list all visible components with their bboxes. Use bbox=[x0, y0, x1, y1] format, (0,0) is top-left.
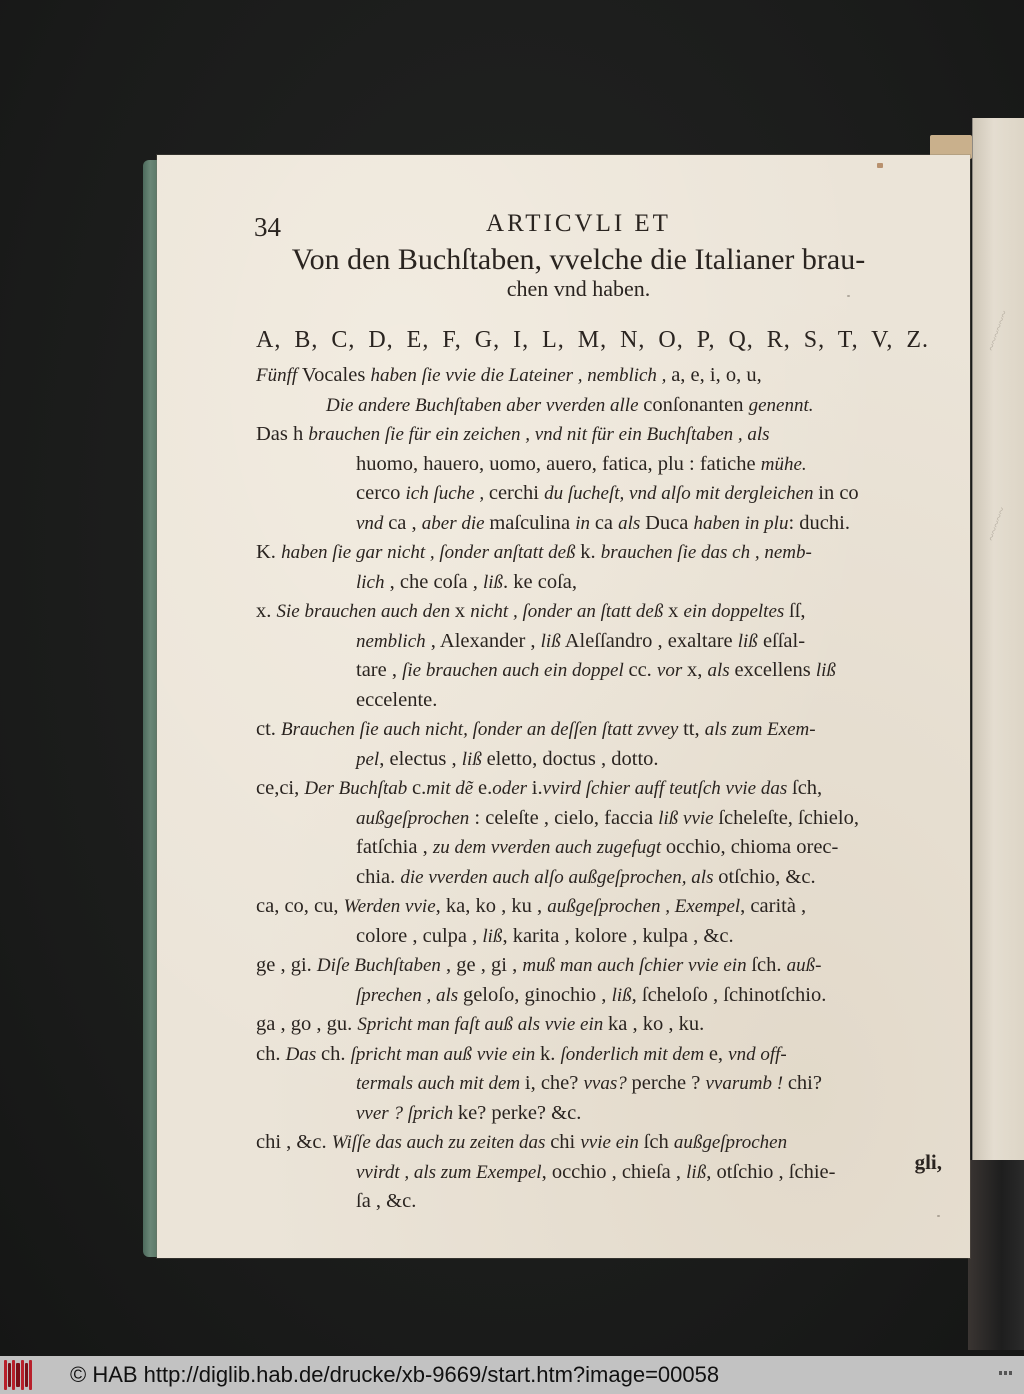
entry-label: Das bbox=[256, 423, 294, 445]
text-line bbox=[306, 450, 936, 480]
text-line bbox=[256, 1043, 787, 1065]
italic-text: brauchen ſie das ch , nemb- bbox=[600, 542, 812, 563]
roman-text: huomo, hauero, uomo, auero, fatica, plu : fatiche bbox=[356, 452, 761, 475]
roman-text: chi bbox=[550, 1131, 581, 1153]
entry-label: chi , &c. bbox=[256, 1131, 332, 1153]
italic-text: genennt. bbox=[748, 394, 814, 416]
roman-text: c. bbox=[412, 777, 427, 799]
text-entry bbox=[256, 1128, 936, 1217]
italic-text: außgeſprochen bbox=[356, 807, 470, 829]
paper-speck bbox=[937, 1215, 940, 1217]
paper-stain bbox=[877, 163, 883, 168]
body-text bbox=[256, 361, 936, 1217]
italic-text: liß bbox=[686, 1161, 707, 1183]
text-line bbox=[306, 627, 936, 657]
text-line bbox=[306, 981, 936, 1011]
entry-label: ge , gi. bbox=[256, 954, 317, 976]
roman-text: ch. bbox=[320, 1042, 351, 1065]
roman-text: i, che? bbox=[524, 1072, 584, 1094]
roman-text: perche ? bbox=[631, 1072, 706, 1094]
roman-text: , ka, ko , ku , bbox=[435, 895, 548, 917]
text-line bbox=[306, 804, 936, 834]
text-line bbox=[306, 833, 936, 863]
roman-text: , occhio , chieſa , bbox=[541, 1160, 687, 1183]
text-line bbox=[256, 600, 806, 622]
text-line bbox=[306, 479, 936, 509]
text-line bbox=[256, 391, 936, 421]
roman-text: maſculina bbox=[489, 511, 576, 534]
italic-text: Diſe Buchſtaben bbox=[316, 955, 441, 976]
italic-text: vvas? bbox=[583, 1073, 632, 1094]
roman-text: Vocales bbox=[301, 364, 371, 386]
roman-text: . ke coſa, bbox=[503, 570, 578, 593]
text-line bbox=[306, 863, 936, 893]
faint-handwriting: ~~~~~ bbox=[983, 504, 1010, 544]
italic-text: die vverden auch alſo außgeſprochen, als bbox=[400, 866, 719, 888]
italic-text: nemblich bbox=[356, 630, 426, 652]
chapter-title-line-2: chen vnd haben. bbox=[506, 276, 651, 301]
italic-text: außgeſprochen bbox=[673, 1132, 788, 1153]
roman-text: otſchio, &c. bbox=[718, 865, 816, 888]
text-entry bbox=[256, 597, 936, 715]
text-entry bbox=[256, 361, 936, 420]
text-line bbox=[306, 1099, 936, 1129]
roman-text: , karita , kolore , kulpa , &c. bbox=[502, 924, 734, 947]
roman-text: h bbox=[293, 423, 309, 445]
text-line bbox=[306, 509, 936, 539]
italic-text: Der Buchſtab bbox=[304, 778, 413, 799]
book-page bbox=[157, 155, 970, 1258]
text-line bbox=[256, 541, 812, 563]
italic-text: liß bbox=[737, 630, 758, 652]
footer-bar bbox=[0, 1356, 1024, 1394]
roman-text: , otſchio , ſchie- bbox=[706, 1160, 836, 1183]
entry-label: ce,ci, bbox=[256, 777, 305, 799]
italic-text: vvirdt , als zum Exempel bbox=[356, 1161, 542, 1183]
italic-text: liß bbox=[482, 571, 504, 593]
roman-text: ſch, bbox=[792, 777, 823, 799]
text-line bbox=[306, 1187, 936, 1217]
roman-text: , Alexander , bbox=[425, 629, 541, 652]
entry-label: ct. bbox=[256, 718, 282, 740]
italic-text: außgeſprochen , Exempel bbox=[547, 896, 741, 917]
italic-text: als bbox=[707, 660, 735, 681]
italic-text: zu dem vverden auch zugefugt bbox=[432, 837, 666, 858]
italic-text: aber die bbox=[421, 512, 490, 534]
roman-text: x bbox=[454, 600, 471, 622]
text-entry bbox=[256, 1010, 936, 1040]
italic-text: liß bbox=[482, 925, 503, 947]
text-line bbox=[306, 745, 936, 775]
roman-text: geloſo, ginochio , bbox=[462, 983, 612, 1006]
roman-text: tt, bbox=[683, 718, 705, 740]
italic-text: Die andere Buchſtaben aber vverden alle bbox=[326, 394, 644, 416]
roman-text: ca bbox=[594, 511, 619, 534]
italic-text: ich ſuche , bbox=[405, 483, 489, 504]
roman-text: ſch. bbox=[751, 954, 787, 976]
italic-text: als bbox=[618, 512, 646, 534]
faint-handwriting: ~~~~~~ bbox=[983, 308, 1012, 354]
text-entry bbox=[256, 774, 936, 892]
roman-text: x, bbox=[687, 659, 708, 681]
italic-text: liß vvie bbox=[658, 807, 719, 829]
italic-text: vvird ſchier auff teutſch vvie das bbox=[542, 778, 793, 799]
italic-text: muß man auch ſchier vvie ein bbox=[522, 955, 752, 976]
roman-text: chia. bbox=[356, 865, 401, 888]
roman-text: : celeſte , cielo, faccia bbox=[469, 806, 659, 829]
roman-text: occhio, chioma orec- bbox=[665, 836, 839, 858]
italic-text: Werden vvie bbox=[343, 896, 436, 917]
roman-text: fatſchia , bbox=[356, 836, 433, 858]
catchword: gli, bbox=[914, 1150, 942, 1174]
italic-text: Sie brauchen auch den bbox=[276, 601, 455, 622]
italic-text: mühe. bbox=[760, 453, 807, 475]
italic-text: brauchen ſie für ein zeichen , vnd nit für ein Buchſtaben , als bbox=[308, 424, 770, 445]
text-line bbox=[256, 954, 821, 976]
roman-text: ſch bbox=[643, 1131, 674, 1153]
text-entry bbox=[256, 892, 936, 951]
roman-text: i. bbox=[531, 777, 543, 799]
text-line bbox=[256, 777, 822, 799]
entry-label: ga , go , gu. bbox=[256, 1013, 358, 1035]
roman-text: x bbox=[668, 600, 684, 622]
copyright-url[interactable]: © HAB http://diglib.hab.de/drucke/xb-9669/start.htm?image=00058 bbox=[70, 1362, 720, 1387]
entry-label: K. bbox=[256, 541, 282, 563]
italic-text: Brauchen ſie auch nicht, ſonder an deſſen ſtatt zvvey bbox=[281, 719, 684, 740]
roman-text: Duca bbox=[645, 511, 694, 534]
chapter-title-line-1: Von den Buchſtaben, vvelche die Italianer brau- bbox=[291, 243, 866, 276]
entry-label: ch. bbox=[256, 1042, 286, 1065]
italic-text: liß bbox=[815, 660, 836, 681]
roman-text: ſſ, bbox=[789, 600, 806, 622]
text-line bbox=[306, 1069, 936, 1099]
italic-text: ſpricht man auß vvie ein bbox=[350, 1043, 541, 1065]
roman-text: e. bbox=[477, 777, 493, 799]
text-entry bbox=[256, 951, 936, 1010]
roman-text: cerco bbox=[356, 482, 406, 504]
text-entry bbox=[256, 420, 936, 538]
roman-text: colore , culpa , bbox=[356, 924, 483, 947]
text-line bbox=[256, 364, 762, 386]
roman-text: ca , bbox=[388, 511, 422, 534]
roman-text: ſa , &c. bbox=[356, 1190, 417, 1212]
roman-text: excellens bbox=[734, 659, 816, 681]
text-line bbox=[306, 656, 936, 686]
dots-icon[interactable] bbox=[999, 1371, 1012, 1375]
text-line bbox=[256, 718, 816, 740]
italic-text: oder bbox=[492, 778, 532, 799]
italic-text: ſie brauchen auch ein doppel bbox=[402, 660, 629, 681]
roman-text: k. bbox=[580, 541, 601, 563]
italic-text: termals auch mit dem bbox=[356, 1073, 525, 1094]
text-line bbox=[256, 423, 770, 445]
italic-text: liß bbox=[461, 748, 487, 770]
italic-text: vnd off- bbox=[728, 1043, 787, 1065]
text-entry bbox=[256, 1040, 936, 1129]
entry-label: x. bbox=[256, 600, 277, 622]
italic-text: haben ſie vvie die Lateiner , nemblich , bbox=[370, 365, 672, 386]
italic-text: vvarumb ! bbox=[705, 1073, 788, 1094]
text-line bbox=[306, 922, 936, 952]
adjacent-page-shadow bbox=[968, 1160, 1024, 1350]
roman-text: a, e, i, o, u, bbox=[671, 364, 762, 386]
text-line bbox=[306, 686, 936, 716]
adjacent-page-strip bbox=[972, 118, 1024, 1168]
italic-text: Spricht man faſt auß als vvie ein bbox=[357, 1014, 609, 1035]
page-number: 34 bbox=[254, 212, 281, 242]
italic-text: in bbox=[575, 512, 595, 534]
text-line bbox=[306, 568, 936, 598]
roman-text: chi? bbox=[787, 1072, 822, 1094]
italic-text: lich bbox=[356, 571, 385, 593]
roman-text: Aleſſandro , exaltare bbox=[560, 629, 738, 652]
italic-text: vnd bbox=[356, 512, 389, 534]
italic-text: haben in plu bbox=[693, 512, 789, 534]
roman-text: e, bbox=[708, 1042, 729, 1065]
italic-text: Wiſſe das auch zu zeiten das bbox=[331, 1132, 551, 1153]
italic-text: haben ſie gar nicht , ſonder anſtatt deß bbox=[281, 542, 581, 563]
italic-text: nicht , ſonder an ſtatt deß bbox=[470, 601, 669, 622]
roman-text: conſonanten bbox=[643, 393, 749, 416]
italic-text: Fünff bbox=[256, 365, 302, 386]
text-entry bbox=[256, 715, 936, 774]
roman-text: ke? perke? &c. bbox=[457, 1101, 582, 1124]
italic-text: ſprechen , als bbox=[356, 984, 463, 1006]
roman-text: : duchi. bbox=[788, 511, 850, 534]
italic-text: vor bbox=[656, 660, 687, 681]
italic-text: liß bbox=[611, 984, 632, 1006]
text-entry bbox=[256, 538, 936, 597]
italic-text: du ſucheſt, vnd alſo mit dergleichen bbox=[544, 483, 819, 504]
entry-label: ca, co, cu, bbox=[256, 895, 344, 917]
roman-text: cc. bbox=[628, 659, 657, 681]
running-head: ARTICVLI ET bbox=[486, 210, 671, 237]
italic-text: auß- bbox=[786, 955, 822, 976]
text-line bbox=[256, 895, 806, 917]
text-line bbox=[306, 1158, 936, 1188]
roman-text: eccelente. bbox=[356, 688, 438, 711]
roman-text: k. bbox=[540, 1042, 561, 1065]
italic-text: ſonderlich mit dem bbox=[560, 1043, 709, 1065]
roman-text: , ge , gi , bbox=[440, 954, 523, 976]
roman-text: ſcheleſte, ſchielo, bbox=[718, 806, 859, 829]
italic-text: mit dẽ bbox=[426, 778, 478, 799]
roman-text: tare , bbox=[356, 659, 403, 681]
roman-text: cerchi bbox=[488, 482, 545, 504]
italic-text: vver ? ſprich bbox=[356, 1102, 458, 1124]
italic-text: als zum Exem- bbox=[704, 719, 816, 740]
italic-text: pel bbox=[356, 748, 380, 770]
hab-logo-icon bbox=[4, 1360, 32, 1390]
roman-text: , carità , bbox=[740, 895, 807, 917]
alphabet-list: A, B, C, D, E, F, G, I, L, M, N, O, P, Q, R, S, T, V, Z. bbox=[256, 327, 930, 353]
roman-text: , ſcheloſo , ſchinotſchio. bbox=[631, 983, 827, 1006]
italic-text: ein doppeltes bbox=[683, 601, 790, 622]
text-line bbox=[256, 1013, 704, 1035]
italic-text: liß bbox=[540, 630, 561, 652]
chapter-title bbox=[227, 243, 930, 302]
italic-text: Das bbox=[285, 1043, 321, 1065]
roman-text: eſſal- bbox=[757, 629, 806, 652]
roman-text: , electus , bbox=[379, 747, 462, 770]
roman-text: ka , ko , ku. bbox=[608, 1013, 705, 1035]
roman-text: in co bbox=[818, 482, 859, 504]
roman-text: , che coſa , bbox=[384, 570, 483, 593]
text-line bbox=[256, 1131, 787, 1153]
roman-text: eletto, doctus , dotto. bbox=[486, 747, 659, 770]
italic-text: vvie ein bbox=[580, 1132, 644, 1153]
